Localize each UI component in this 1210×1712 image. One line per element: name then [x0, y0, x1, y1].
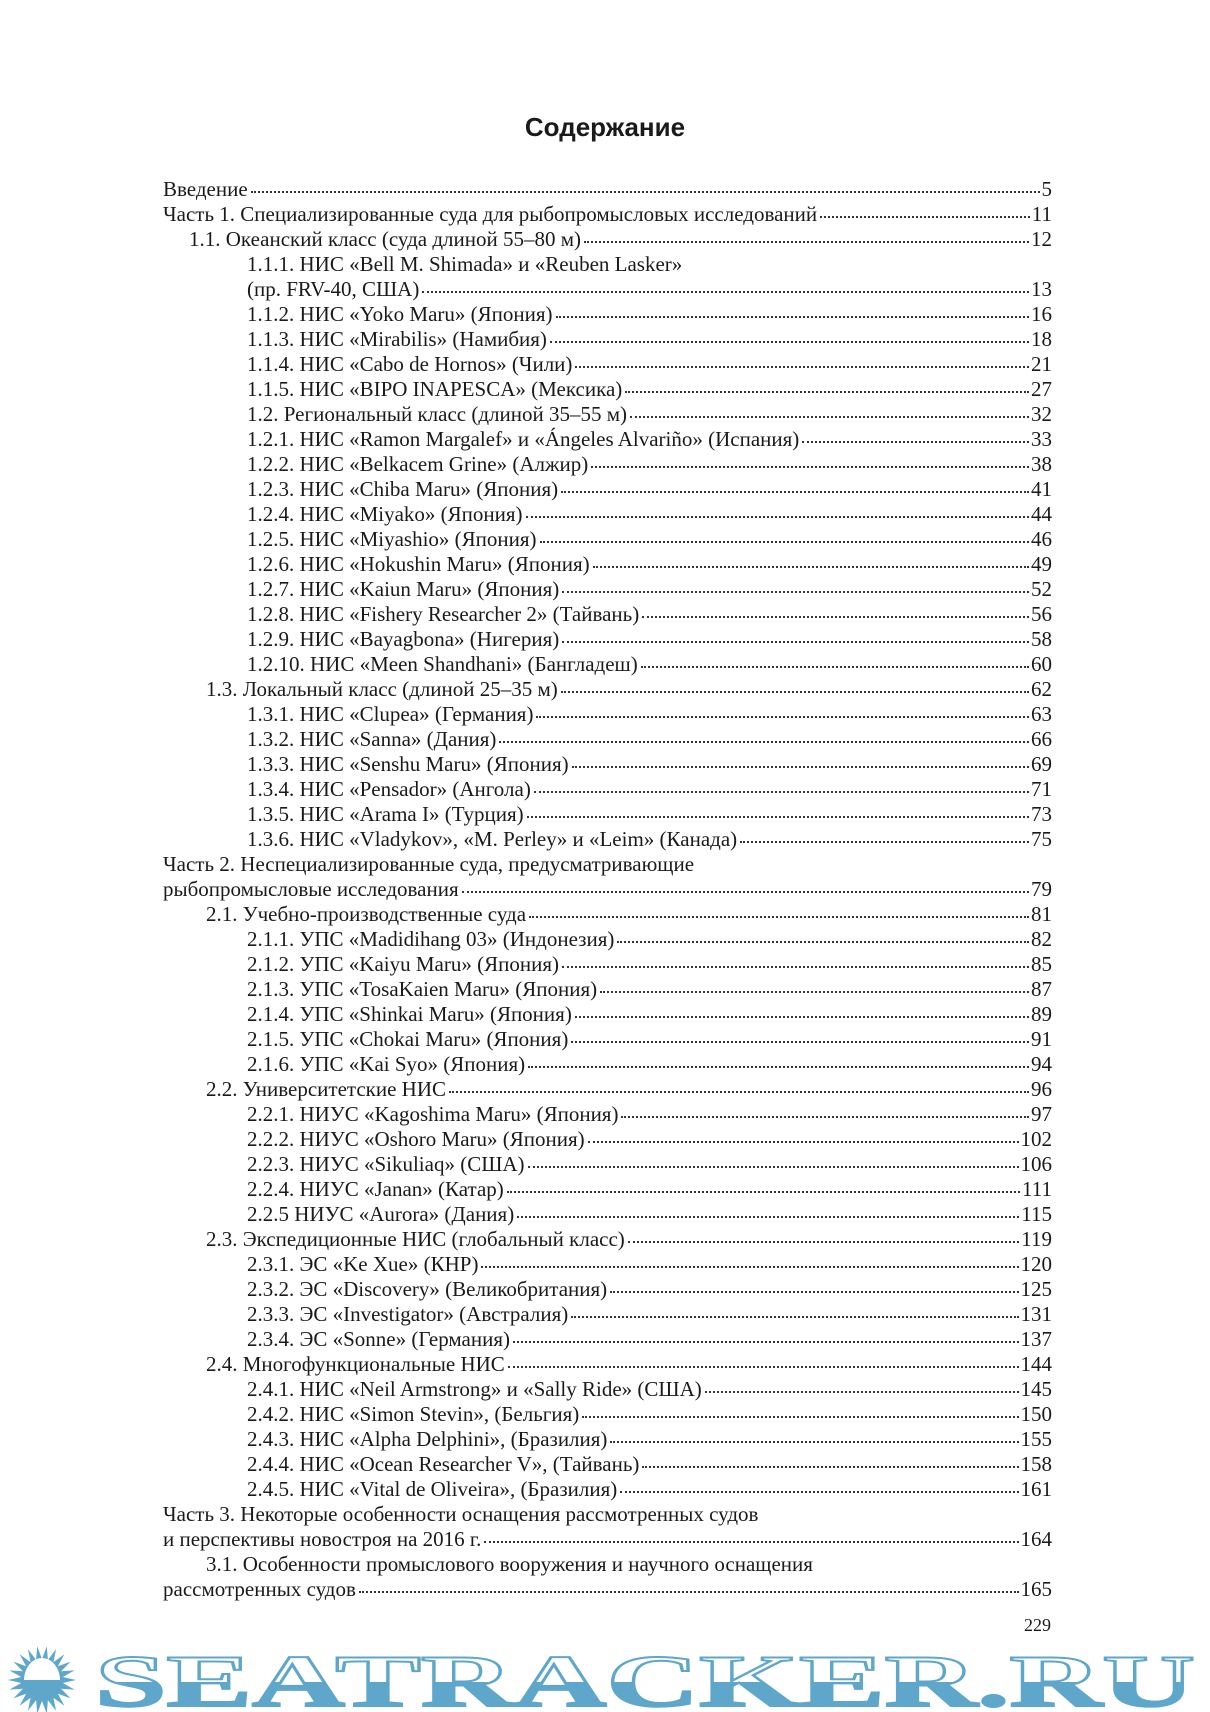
toc-entry: [163, 977, 1052, 1002]
toc-entry-title: 1.1.4. НИС «Cabo de Hornos» (Чили): [247, 352, 573, 376]
dot-leader: [359, 1591, 1019, 1593]
dot-leader: [529, 916, 1029, 918]
dot-leader: [562, 591, 1029, 593]
toc-entry-page: 63: [1031, 702, 1052, 726]
toc-entry-title: 2.3. Экспедиционные НИС (глобальный класс): [206, 1227, 625, 1251]
dot-leader: [507, 1191, 1020, 1193]
toc-entry: [163, 1052, 1052, 1077]
dot-leader: [572, 766, 1029, 768]
toc-entry-title: 2.2.2. НИУС «Oshoro Maru» (Япония): [247, 1127, 585, 1151]
toc-entry: [163, 1377, 1052, 1402]
dot-leader: [593, 566, 1029, 568]
dot-leader: [561, 491, 1029, 493]
toc-entry: [163, 1002, 1052, 1027]
toc-entry-title: 3.1. Особенности промыслового вооружения и научного оснащения: [206, 1552, 813, 1576]
toc-entry-title: 2.4.5. НИС «Vital de Oliveira», (Бразилия): [247, 1477, 618, 1501]
dot-leader: [561, 691, 1029, 693]
toc-entry-page: 27: [1031, 377, 1052, 401]
toc-entry-page: 18: [1031, 327, 1052, 351]
toc-entry-page: 66: [1031, 727, 1052, 751]
toc-entry-title: 1.2.1. НИС «Ramon Margalef» и «Ángeles Alvariño» (Испания): [247, 427, 800, 451]
toc-entry-page: 5: [1041, 177, 1052, 201]
dot-leader: [251, 191, 1040, 193]
toc-entry-page: 144: [1020, 1352, 1052, 1376]
toc-entry-page: 97: [1031, 1102, 1052, 1126]
toc-entry-page: 158: [1020, 1452, 1052, 1476]
toc-entry-title: 1.3. Локальный класс (длиной 25–35 м): [206, 677, 558, 701]
toc-entry: [163, 1027, 1052, 1052]
toc-entry-page: 145: [1020, 1377, 1052, 1401]
toc-entry-page: 119: [1021, 1227, 1052, 1251]
toc-entry-title: 2.1.4. УПС «Shinkai Maru» (Япония): [247, 1002, 572, 1026]
toc-entry: [163, 1502, 1052, 1527]
dot-leader: [600, 991, 1029, 993]
toc-entry-page: 38: [1031, 452, 1052, 476]
dot-leader: [527, 816, 1029, 818]
toc-entry-page: 120: [1020, 1252, 1052, 1276]
toc-entry-page: 13: [1031, 277, 1052, 301]
toc-entry-title: 1.1.1. НИС «Bell M. Shimada» и «Reuben Lasker»: [247, 252, 683, 276]
watermark-text: SEATRACKER.RU: [95, 1644, 1195, 1712]
toc-entry-page: 102: [1020, 1127, 1052, 1151]
toc-entry: [163, 502, 1052, 527]
toc-entry-title: 2.4.4. НИС «Ocean Researcher V», (Тайвань): [247, 1452, 640, 1476]
toc-entry-title: 2.1. Учебно-производственные суда: [206, 902, 527, 926]
toc-entry-title: 1.3.6. НИС «Vladykov», «M. Perley» и «Leim» (Канада): [247, 827, 738, 851]
toc-entry: [163, 877, 1052, 902]
toc-entry: [163, 802, 1052, 827]
toc-entry-title: рассмотренных судов: [163, 1577, 356, 1601]
toc-entry-page: 69: [1031, 752, 1052, 776]
dot-leader: [528, 1166, 1019, 1168]
table-of-contents: [163, 177, 1052, 1602]
toc-entry-page: 58: [1031, 627, 1052, 651]
toc-entry-page: 115: [1021, 1202, 1052, 1226]
dot-leader: [536, 716, 1029, 718]
dot-leader: [499, 741, 1029, 743]
toc-entry: [163, 852, 1052, 877]
toc-entry-title: 1.3.1. НИС «Clupea» (Германия): [247, 702, 534, 726]
toc-entry: [163, 577, 1052, 602]
toc-entry-title: 1.3.2. НИС «Sanna» (Дания): [247, 727, 497, 751]
toc-entry-page: 52: [1031, 577, 1052, 601]
toc-entry: [163, 952, 1052, 977]
toc-entry-page: 111: [1022, 1177, 1052, 1201]
dot-leader: [588, 1141, 1019, 1143]
toc-entry-title: 2.4.2. НИС «Simon Stevin», (Бельгия): [247, 1402, 580, 1426]
dot-leader: [610, 1291, 1018, 1293]
toc-entry: [163, 202, 1052, 227]
toc-entry-page: 137: [1020, 1327, 1052, 1351]
toc-entry-page: 81: [1031, 902, 1052, 926]
toc-entry: [163, 1127, 1052, 1152]
toc-entry-title: 2.1.1. УПС «Madidihang 03» (Индонезия): [247, 927, 615, 951]
dot-leader: [517, 1216, 1019, 1218]
toc-entry-page: 12: [1031, 227, 1052, 251]
dot-leader: [591, 466, 1029, 468]
toc-entry: [163, 1077, 1052, 1102]
dot-leader: [462, 891, 1029, 893]
toc-entry: [163, 277, 1052, 302]
watermark: [0, 1644, 1210, 1712]
toc-entry-title: 2.2.3. НИУС «Sikuliaq» (США): [247, 1152, 525, 1176]
dot-leader: [575, 1016, 1029, 1018]
dot-leader: [562, 641, 1029, 643]
dot-leader: [540, 541, 1029, 543]
dot-leader: [484, 1541, 1018, 1543]
toc-entry-title: 2.4.1. НИС «Neil Armstrong» и «Sally Ride» (США): [247, 1377, 702, 1401]
dot-leader: [508, 1366, 1019, 1368]
toc-entry-title: 2.2.1. НИУС «Kagoshima Maru» (Япония): [247, 1102, 619, 1126]
toc-entry-page: 82: [1031, 927, 1052, 951]
toc-entry-title: 2.4.3. НИС «Alpha Delphini», (Бразилия): [247, 1427, 608, 1451]
toc-entry-title: 1.2.10. НИС «Meen Shandhani» (Бангладеш): [247, 652, 638, 676]
toc-entry: [163, 677, 1052, 702]
toc-entry-page: 131: [1020, 1302, 1052, 1326]
toc-entry-page: 79: [1031, 877, 1052, 901]
toc-entry-page: 32: [1031, 402, 1052, 426]
toc-entry-page: 165: [1020, 1577, 1052, 1601]
toc-entry: [163, 177, 1052, 202]
toc-entry-page: 85: [1031, 952, 1052, 976]
dot-leader: [642, 1466, 1018, 1468]
dot-leader: [526, 516, 1029, 518]
toc-entry: [163, 777, 1052, 802]
dot-leader: [571, 1316, 1018, 1318]
toc-entry: [163, 552, 1052, 577]
toc-entry: [163, 1552, 1052, 1577]
dot-leader: [621, 1116, 1029, 1118]
toc-entry-page: 16: [1031, 302, 1052, 326]
toc-entry-page: 94: [1031, 1052, 1052, 1076]
toc-entry: [163, 1327, 1052, 1352]
toc-entry-title: 2.2. Университетские НИС: [206, 1077, 447, 1101]
dot-leader: [575, 366, 1029, 368]
toc-entry: [163, 902, 1052, 927]
toc-entry: [163, 602, 1052, 627]
toc-entry-title: 1.1.3. НИС «Mirabilis» (Намибия): [247, 327, 547, 351]
toc-entry-title: Введение: [163, 177, 248, 201]
toc-entry-page: 75: [1031, 827, 1052, 851]
dot-leader: [617, 941, 1029, 943]
toc-entry-page: 62: [1031, 677, 1052, 701]
dot-leader: [534, 791, 1029, 793]
toc-entry-title: Часть 2. Неспециализированные суда, предусматривающие: [163, 852, 695, 876]
toc-entry: [163, 352, 1052, 377]
toc-entry: [163, 452, 1052, 477]
toc-entry: [163, 252, 1052, 277]
dot-leader: [550, 341, 1029, 343]
toc-entry-title: 1.1. Океанский класс (суда длиной 55–80 м): [189, 227, 582, 251]
toc-entry: [163, 477, 1052, 502]
toc-entry-title: и перспективы новостроя на 2016 г.: [163, 1527, 482, 1551]
toc-entry: [163, 1227, 1052, 1252]
toc-entry: [163, 1452, 1052, 1477]
toc-entry: [163, 702, 1052, 727]
toc-entry-page: 96: [1031, 1077, 1052, 1101]
dot-leader: [641, 666, 1029, 668]
toc-entry: [163, 427, 1052, 452]
toc-entry: [163, 327, 1052, 352]
toc-entry-page: 87: [1031, 977, 1052, 1001]
toc-entry-page: 150: [1020, 1402, 1052, 1426]
dot-leader: [513, 1341, 1018, 1343]
toc-entry-title: Часть 1. Специализированные суда для рыбопромысловых исследований: [163, 202, 818, 226]
toc-entry: [163, 1152, 1052, 1177]
toc-entry: [163, 752, 1052, 777]
toc-entry-title: Часть 3. Некоторые особенности оснащения рассмотренных судов: [163, 1502, 759, 1526]
toc-entry: [163, 402, 1052, 427]
toc-entry-title: 2.1.3. УПС «TosaKaien Maru» (Япония): [247, 977, 598, 1001]
toc-entry: [163, 1352, 1052, 1377]
dot-leader: [582, 1416, 1018, 1418]
toc-entry-title: 1.2.2. НИС «Belkacem Grine» (Алжир): [247, 452, 589, 476]
toc-entry: [163, 1202, 1052, 1227]
toc-entry-title: 2.3.3. ЭС «Investigator» (Австралия): [247, 1302, 569, 1326]
dot-leader: [449, 1091, 1029, 1093]
toc-entry-title: 1.2.5. НИС «Miyashio» (Япония): [247, 527, 537, 551]
toc-entry-page: 91: [1031, 1027, 1052, 1051]
toc-entry-page: 21: [1031, 352, 1052, 376]
toc-entry: [163, 627, 1052, 652]
toc-entry-page: 71: [1031, 777, 1052, 801]
dot-leader: [584, 241, 1029, 243]
toc-entry: [163, 1427, 1052, 1452]
toc-entry-title: 2.3.1. ЭС «Ke Xue» (КНР): [247, 1252, 479, 1276]
toc-entry: [163, 1177, 1052, 1202]
dot-leader: [820, 216, 1030, 218]
toc-entry: [163, 827, 1052, 852]
toc-entry-title: 1.2.4. НИС «Miyako» (Япония): [247, 502, 523, 526]
toc-entry: [163, 1402, 1052, 1427]
toc-entry-page: 161: [1020, 1477, 1052, 1501]
dot-leader: [642, 616, 1029, 618]
toc-entry-page: 164: [1020, 1527, 1052, 1551]
toc-entry-page: 11: [1031, 202, 1052, 226]
toc-entry-title: 2.2.5 НИУС «Aurora» (Дания): [247, 1202, 515, 1226]
toc-entry-title: 1.3.4. НИС «Pensador» (Ангола): [247, 777, 531, 801]
toc-entry-title: 2.3.2. ЭС «Discovery» (Великобритания): [247, 1277, 608, 1301]
toc-entry-title: 1.2.3. НИС «Chiba Maru» (Япония): [247, 477, 559, 501]
toc-entry-page: 106: [1020, 1152, 1052, 1176]
toc-entry-title: 2.4. Многофункциональные НИС: [206, 1352, 505, 1376]
toc-entry: [163, 1527, 1052, 1552]
toc-entry-page: 41: [1031, 477, 1052, 501]
toc-entry: [163, 527, 1052, 552]
dot-leader: [481, 1266, 1018, 1268]
toc-entry-title: 1.2. Региональный класс (длиной 35–55 м): [247, 402, 628, 426]
dot-leader: [556, 316, 1029, 318]
toc-entry-title: 1.2.6. НИС «Hokushin Maru» (Япония): [247, 552, 590, 576]
toc-entry-page: 60: [1031, 652, 1052, 676]
toc-entry-title: 1.3.3. НИС «Senshu Maru» (Япония): [247, 752, 569, 776]
toc-entry-page: 33: [1031, 427, 1052, 451]
sun-dome-icon: [24, 1658, 60, 1680]
toc-entry-page: 46: [1031, 527, 1052, 551]
dot-leader: [740, 841, 1029, 843]
toc-entry: [163, 227, 1052, 252]
toc-entry: [163, 1477, 1052, 1502]
page-number: 229: [1024, 1615, 1051, 1635]
dot-leader: [802, 441, 1029, 443]
dot-leader: [422, 291, 1029, 293]
dot-leader: [625, 391, 1029, 393]
toc-entry-title: (пр. FRV-40, США): [247, 277, 420, 301]
toc-entry-page: 49: [1031, 552, 1052, 576]
toc-entry-title: 1.2.8. НИС «Fishery Researcher 2» (Тайвань): [247, 602, 640, 626]
toc-entry-page: 56: [1031, 602, 1052, 626]
dot-leader: [628, 1241, 1019, 1243]
toc-entry-title: 2.1.6. УПС «Kai Syo» (Япония): [247, 1052, 526, 1076]
toc-entry: [163, 1302, 1052, 1327]
toc-entry-title: 1.1.5. НИС «BIPO INAPESCA» (Мексика): [247, 377, 623, 401]
toc-entry-page: 89: [1031, 1002, 1052, 1026]
toc-entry-page: 155: [1020, 1427, 1052, 1451]
dot-leader: [620, 1491, 1018, 1493]
page-title: Содержание: [524, 112, 686, 142]
toc-entry: [163, 302, 1052, 327]
dot-leader: [571, 1041, 1029, 1043]
toc-entry: [163, 377, 1052, 402]
toc-entry: [163, 927, 1052, 952]
toc-entry: [163, 1277, 1052, 1302]
toc-entry-title: 2.2.4. НИУС «Janan» (Катар): [247, 1177, 504, 1201]
toc-entry-title: 1.2.9. НИС «Bayagbona» (Нигерия): [247, 627, 560, 651]
toc-entry: [163, 652, 1052, 677]
toc-entry: [163, 1252, 1052, 1277]
dot-leader: [610, 1441, 1018, 1443]
dot-leader: [705, 1391, 1019, 1393]
toc-entry-title: 1.1.2. НИС «Yoko Maru» (Япония): [247, 302, 553, 326]
dot-leader: [528, 1066, 1029, 1068]
dot-leader: [562, 966, 1029, 968]
toc-entry-title: 2.1.5. УПС «Chokai Maru» (Япония): [247, 1027, 569, 1051]
toc-entry-page: 73: [1031, 802, 1052, 826]
toc-entry-title: 2.3.4. ЭС «Sonne» (Германия): [247, 1327, 511, 1351]
toc-entry-title: рыбопромысловые исследования: [163, 877, 459, 901]
toc-entry: [163, 727, 1052, 752]
toc-entry: [163, 1102, 1052, 1127]
toc-entry: [163, 1577, 1052, 1602]
toc-entry-page: 125: [1020, 1277, 1052, 1301]
toc-entry-title: 1.3.5. НИС «Arama I» (Турция): [247, 802, 524, 826]
toc-entry-title: 1.2.7. НИС «Kaiun Maru» (Япония): [247, 577, 560, 601]
toc-entry-page: 44: [1031, 502, 1052, 526]
dot-leader: [630, 416, 1029, 418]
toc-entry-title: 2.1.2. УПС «Kaiyu Maru» (Япония): [247, 952, 559, 976]
